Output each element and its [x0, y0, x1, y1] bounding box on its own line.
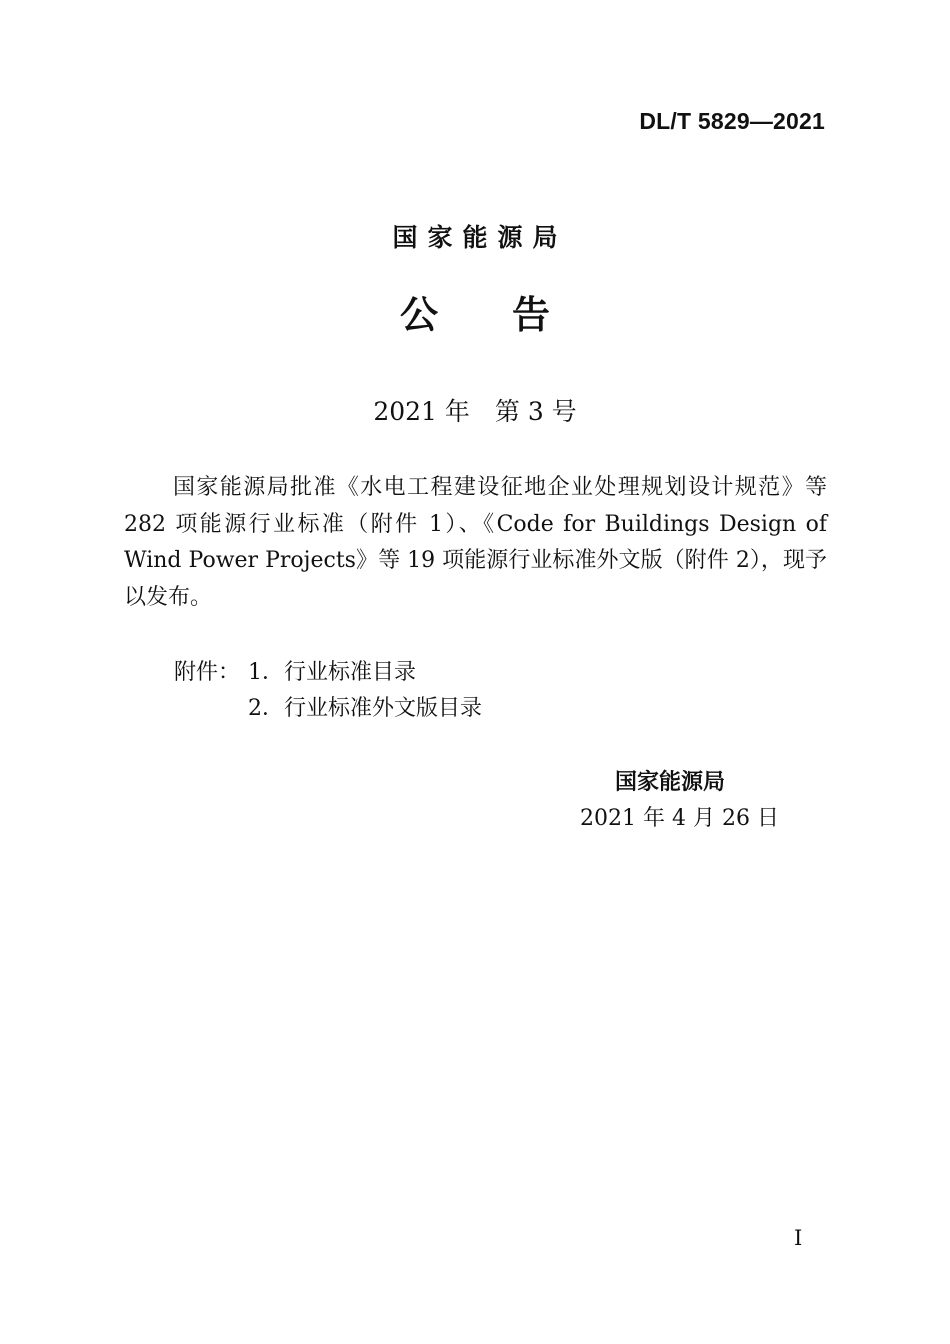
attachments-label: 附件：	[174, 660, 241, 685]
document-type-title: 公告	[399, 293, 624, 337]
attachment-item-2: 2．行业标准外文版目录	[248, 696, 482, 721]
signature-organization: 国家能源局	[615, 770, 726, 795]
document-number: 2021 年 第 3 号	[373, 397, 577, 426]
attachment-item-1: 1．行业标准目录	[248, 660, 416, 685]
signature-date: 2021 年 4 月 26 日	[580, 806, 779, 831]
issuer-heading: 国家能源局	[392, 223, 568, 252]
page-number: I	[794, 1226, 803, 1250]
notice-body-paragraph: 国家能源局批准《水电工程建设征地企业处理规划设计规范》等 282 项能源行业标准（附件 1）、《Code for Buildings Design of Wind Power Projects》等 19 项能源行业标准外文版（附件 2），现予以发布。	[124, 475, 827, 610]
standard-code: DL/T 5829—2021	[639, 108, 825, 134]
